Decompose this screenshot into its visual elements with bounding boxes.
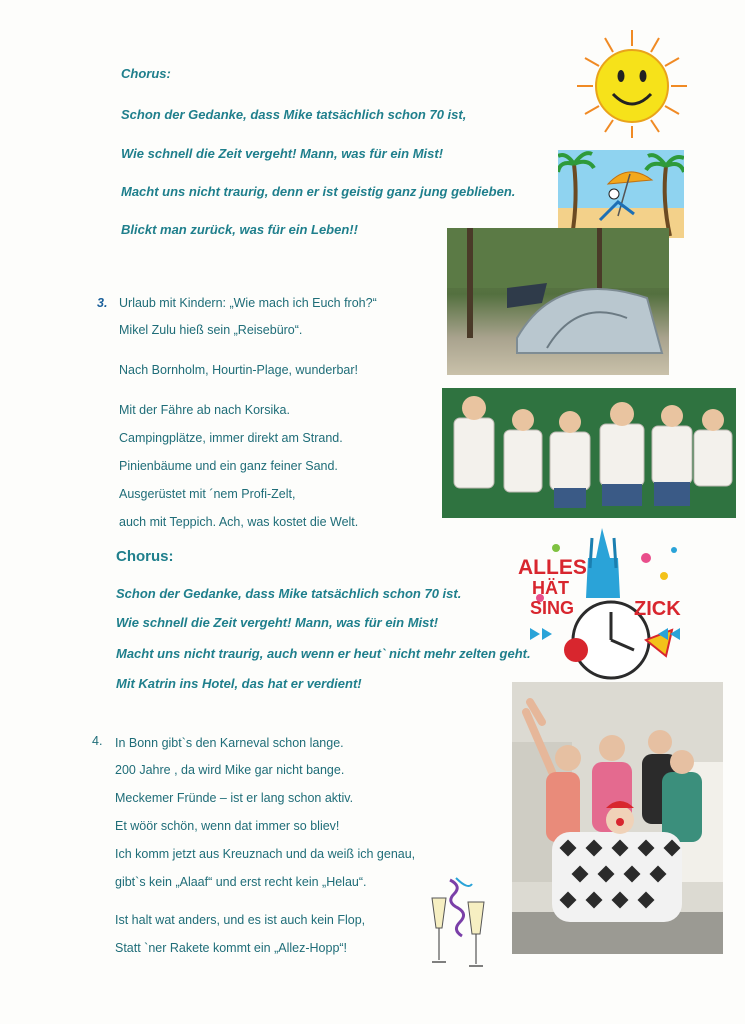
verse-line: Meckemer Fründe – ist er lang schon aktiv. [115,791,354,805]
verse-line: Mikel Zulu hieß sein „Reisebüro“. [119,323,303,337]
beach-chair-icon [558,150,684,238]
logo-text: ALLES [518,556,587,579]
children-photo [442,388,736,518]
verse-number: 3. [97,296,108,310]
chorus-line: Mit Katrin ins Hotel, das hat er verdient! [116,676,362,691]
chorus-heading: Chorus: [116,548,174,565]
champagne-glasses-icon [428,876,490,971]
logo-text: ZICK [634,598,681,620]
logo-text: HÄT [532,578,569,598]
verse-number: 4. [92,734,103,748]
verse-line: In Bonn gibt`s den Karneval schon lange. [115,736,344,750]
camping-tent-photo [447,228,669,375]
chorus-line: Wie schnell die Zeit vergeht! Mann, was für ein Mist! [116,615,439,630]
verse-line: Ist halt wat anders, und es ist auch kein Flop, [115,913,366,927]
chorus-line: Macht uns nicht traurig, auch wenn er heut` nicht mehr zelten geht. [116,646,531,661]
verse-line: 200 Jahre , da wird Mike gar nicht bange. [115,763,345,777]
verse-line: gibt`s kein „Alaaf“ und erst recht kein „Helau“. [115,875,367,889]
verse-line: auch mit Teppich. Ach, was kostet die Welt. [119,515,359,529]
verse-line: Ich komm jetzt aus Kreuznach und da weiß ich genau, [115,847,416,861]
verse-line: Pinienbäume und ein ganz feiner Sand. [119,459,338,473]
alles-haet-sing-zick-logo [516,528,692,684]
chorus-line: Wie schnell die Zeit vergeht! Mann, was für ein Mist! [121,146,444,161]
verse-line: Mit der Fähre ab nach Korsika. [119,403,290,417]
chorus-line: Schon der Gedanke, dass Mike tatsächlich schon 70 ist. [116,586,462,601]
chorus-line: Schon der Gedanke, dass Mike tatsächlich schon 70 ist, [121,107,467,122]
verse-line: Nach Bornholm, Hourtin-Plage, wunderbar! [119,363,359,377]
verse-line: Campingplätze, immer direkt am Strand. [119,431,343,445]
carnival-group-photo [512,682,723,954]
verse-line: Statt `ner Rakete kommt ein „Allez-Hopp“! [115,941,348,955]
verse-line: Et wöör schön, wenn dat immer so bliev! [115,819,340,833]
verse-line: Urlaub mit Kindern: „Wie mach ich Euch froh?“ [119,296,377,310]
chorus-line: Macht uns nicht traurig, denn er ist geistig ganz jung geblieben. [121,184,516,199]
logo-text: SING [530,598,575,618]
chorus-line: Blickt man zurück, was für ein Leben!! [121,222,358,237]
verse-line: Ausgerüstet mit ´nem Profi-Zelt, [119,487,296,501]
chorus-heading: Chorus: [121,66,171,81]
sun-icon [575,28,690,140]
